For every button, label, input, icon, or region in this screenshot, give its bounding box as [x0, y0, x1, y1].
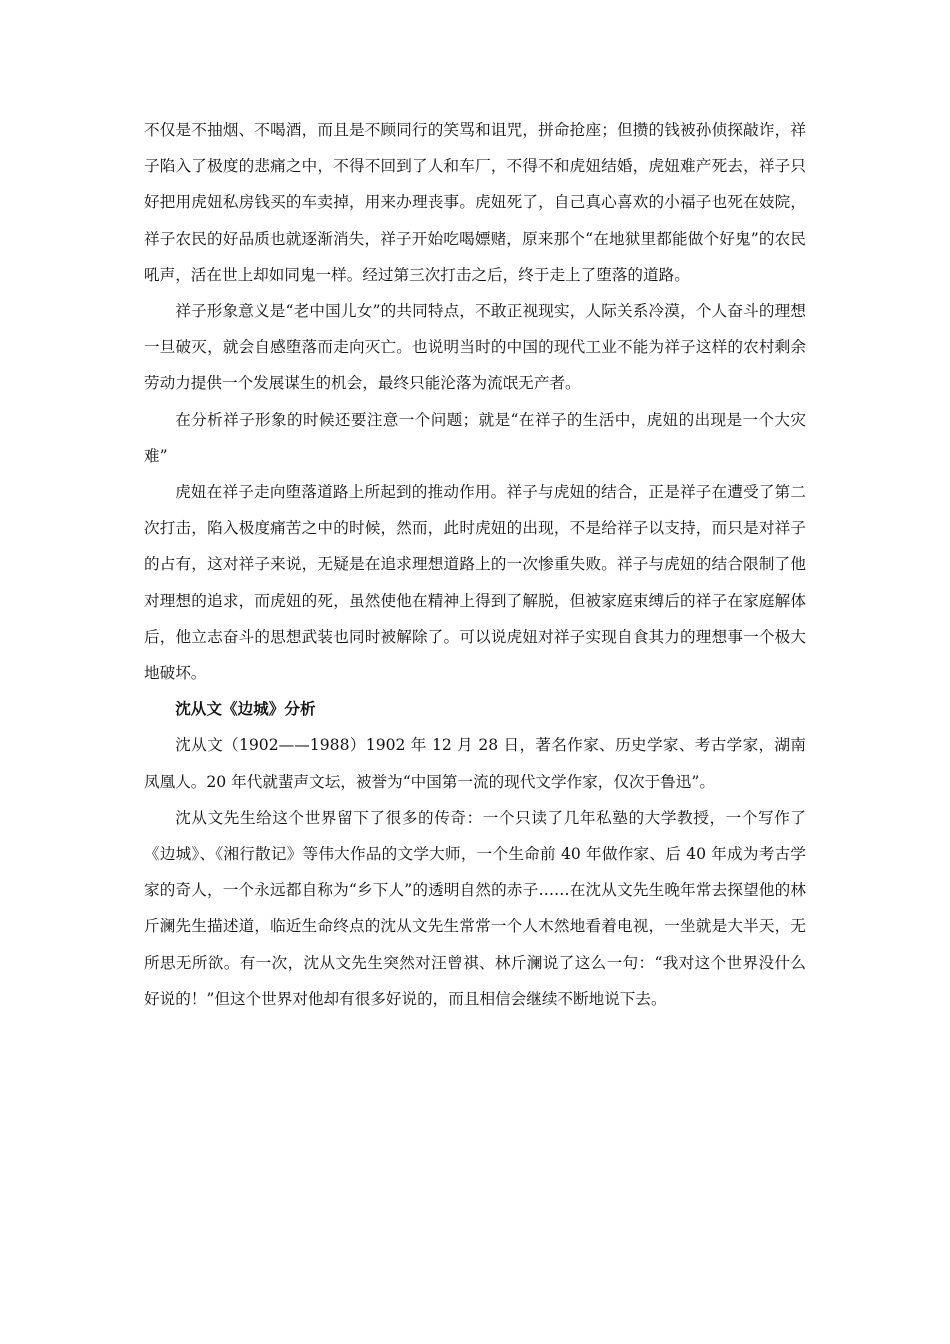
document-page: [144, 112, 806, 1017]
paragraph-shen-congwen-bio: 沈从文（1902——1988）1902 年 12 月 28 日，著名作家、历史学家、考古学家，湖南凤凰人。20 年代就蜚声文坛，被誉为“中国第一流的现代文学作家，仅次于鲁迅”。: [144, 736, 806, 791]
paragraph-shen-congwen-legend: 沈从文先生给这个世界留下了很多的传奇：一个只读了几年私塾的大学教授，一个写作了《边城》、《湘行散记》等伟大作品的文学大师，一个生命前 40 年做作家、后 40 年成为考古学家的奇人，一个永远都自称为“乡下人”的透明自然的赤子……在沈从文先生晚年常去探望他的林斤澜先生描述道，临近生命终点的沈从文先生常常一个人木然地看着电视，一坐就是大半天，无所思无所欲。有一次，沈从文先生突然对汪曾祺、林斤澜说了这么一句：“我对这个世界没什么好说的！”但这个世界对他却有很多好说的，而且相信会继续不断地说下去。: [144, 808, 806, 1008]
paragraph-xiangzi-fall: 不仅是不抽烟、不喝酒，而且是不顾同行的笑骂和诅咒，拼命抢座；但攒的钱被孙侦探敲诈，祥子陷入了极度的悲痛之中，不得不回到了人和车厂，不得不和虎妞结婚，虎妞难产死去，祥子只好把用虎妞私房钱买的车卖掉，用来办理丧事。虎妞死了，自己真心喜欢的小福子也死在妓院，祥子农民的好品质也就逐渐消失，祥子开始吃喝嫖赌，原来那个“在地狱里都能做个好鬼”的农民吼声，活在世上却如同鬼一样。经过第三次打击之后，终于走上了堕落的道路。: [144, 121, 806, 284]
paragraph-huniu-question: 在分析祥子形象的时候还要注意一个问题；就是“在祥子的生活中，虎妞的出现是一个大灾难”: [144, 410, 806, 465]
paragraph-xiangzi-meaning: 祥子形象意义是“老中国儿女”的共同特点，不敢正视现实，人际关系冷漠，个人奋斗的理想一旦破灭，就会自感堕落而走向灭亡。也说明当时的中国的现代工业不能为祥子这样的农村剩余劳动力提供一个发展谋生的机会，最终只能沦落为流氓无产者。: [144, 302, 806, 393]
paragraph-huniu-role: 虎妞在祥子走向堕落道路上所起到的推动作用。祥子与虎妞的结合，正是祥子在遭受了第二次打击，陷入极度痛苦之中的时候，然而，此时虎妞的出现，不是给祥子以支持，而只是对祥子的占有，这对祥子来说，无疑是在追求理想道路上的一次惨重失败。祥子与虎妞的结合限制了他对理想的追求，而虎妞的死，虽然使他在精神上得到了解脱，但被家庭束缚后的祥子在家庭解体后，他立志奋斗的思想武装也同时被解除了。可以说虎妞对祥子实现自食其力的理想事一个极大地破坏。: [144, 483, 806, 683]
section-heading-biancheng: 沈从文《边城》分析: [175, 699, 316, 719]
